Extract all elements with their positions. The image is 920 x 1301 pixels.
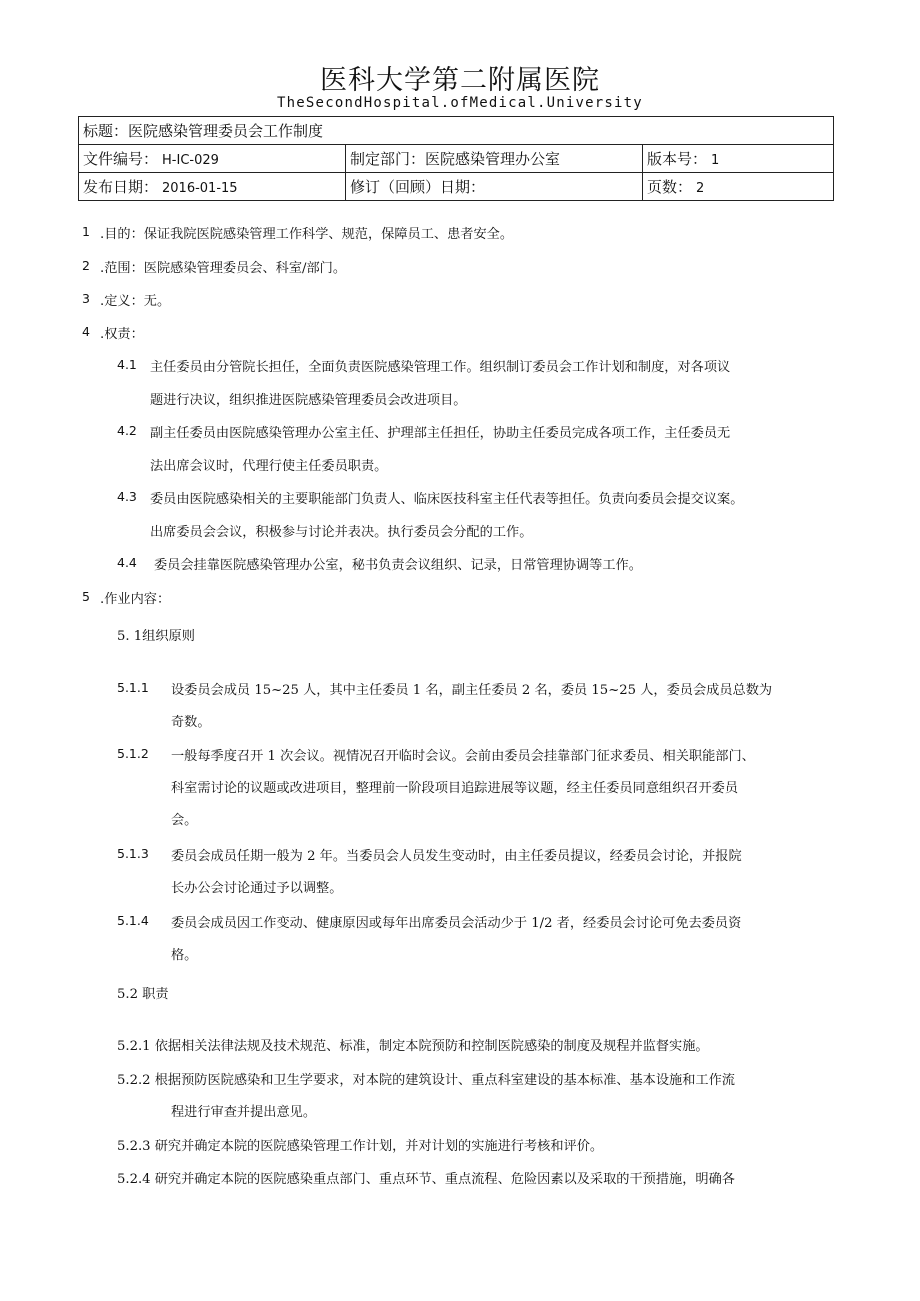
date-label: 发布日期： <box>83 178 159 196</box>
item-text: 题进行决议，组织推进医院感染管理委员会改进项目。 <box>150 393 467 408</box>
section-purpose: .目的：保证我院医院感染管理工作科学、规范，保障员工、患者安全。 <box>100 227 514 242</box>
header-dept-cell <box>346 145 643 173</box>
item-text: 主任委员由分管院长担任，全面负责医院感染管理工作。组织制订委员会工作计划和制度，对各项议 <box>150 360 731 375</box>
item-text: 5.2.2 根据预防医院感染和卫生学要求，对本院的建筑设计、重点科室建设的基本标准、基本设施和工作流 <box>117 1073 735 1088</box>
item-text: 委员会成员任期一般为 2 年。当委员会人员发生变动时，由主任委员提议，经委员会讨论，并报院 <box>171 849 742 864</box>
item-text: 长办公会讨论通过予以调整。 <box>171 881 343 896</box>
item-text: 出席委员会会议，积极参与讨论并表决。执行委员会分配的工作。 <box>150 525 533 540</box>
hospital-title-cn: 医科大学第二附属医院 <box>320 65 600 96</box>
item-text: 设委员会成员 15~25 人，其中主任委员 1 名，副主任委员 2 名，委员 15~25 人，委员会成员总数为 <box>171 683 773 698</box>
header-date-cell <box>79 173 346 201</box>
section-number: 3 <box>82 291 90 306</box>
subsection-heading: 5. 1组织原则 <box>117 629 195 644</box>
item-number: 5.1.1 <box>117 680 149 695</box>
version-label: 版本号： <box>647 150 708 168</box>
header-title-cell <box>79 117 834 145</box>
section-number: 2 <box>82 258 90 273</box>
item-text: 5.2.3 研究并确定本院的医院感染管理工作计划，并对计划的实施进行考核和评价。 <box>117 1139 604 1154</box>
docno-label: 文件编号： <box>83 150 159 168</box>
header-docno-cell <box>79 145 346 173</box>
section-number: 1 <box>82 224 90 239</box>
hospital-title-en: TheSecondHospital.ofMedical.University <box>277 95 643 111</box>
revision-label: 修订（回顾）日期： <box>350 178 486 196</box>
date-value: 2016-01-15 <box>162 181 238 196</box>
pages-value: 2 <box>696 181 705 196</box>
header-version-cell <box>643 145 834 173</box>
header-pages-cell <box>643 173 834 201</box>
item-text: 委员由医院感染相关的主要职能部门负责人、临床医技科室主任代表等担任。负责向委员会提交议案。 <box>150 492 744 507</box>
item-text: 委员会挂靠医院感染管理办公室，秘书负责会议组织、记录，日常管理协调等工作。 <box>154 558 642 573</box>
item-number: 4.1 <box>117 357 137 372</box>
item-number: 5.1.3 <box>117 846 149 861</box>
item-number: 4.4 <box>117 555 137 570</box>
item-text: 程进行审查并提出意见。 <box>171 1105 317 1120</box>
item-text: 委员会成员因工作变动、健康原因或每年出席委员会活动少于 1/2 者，经委员会讨论可免去委员资 <box>171 916 742 931</box>
header-title: 标题：医院感染管理委员会工作制度 <box>83 122 324 140</box>
item-number: 4.3 <box>117 489 137 504</box>
item-number: 5.1.4 <box>117 913 149 928</box>
pages-label: 页数： <box>647 178 693 196</box>
document-header-table <box>78 116 834 201</box>
item-text: 奇数。 <box>171 715 211 730</box>
header-revision-cell <box>346 173 643 201</box>
section-number: 5 <box>82 589 90 604</box>
section-scope: .范围：医院感染管理委员会、科室/部门。 <box>100 261 347 276</box>
section-number: 4 <box>82 324 90 339</box>
section-work-content: .作业内容： <box>100 592 171 607</box>
docno-value: H-IC-029 <box>162 153 219 168</box>
subsection-heading: 5.2 职责 <box>117 987 169 1002</box>
section-definition: .定义：无。 <box>100 294 171 309</box>
item-text: 会。 <box>171 813 198 828</box>
item-text: 副主任委员由医院感染管理办公室主任、护理部主任担任，协助主任委员完成各项工作，主任委员无 <box>150 426 731 441</box>
dept-label: 制定部门：医院感染管理办公室 <box>350 150 561 168</box>
item-text: 格。 <box>171 948 198 963</box>
item-text: 5.2.4 研究并确定本院的医院感染重点部门、重点环节、重点流程、危险因素以及采取的干预措施，明确各 <box>117 1172 735 1187</box>
item-text: 科室需讨论的议题或改进项目，整理前一阶段项目追踪进展等议题，经主任委员同意组织召开委员 <box>171 781 739 796</box>
item-number: 4.2 <box>117 423 137 438</box>
item-text: 法出席会议时，代理行使主任委员职责。 <box>150 459 388 474</box>
version-value: 1 <box>711 153 720 168</box>
item-text: 一般每季度召开 1 次会议。视情况召开临时会议。会前由委员会挂靠部门征求委员、相关职能部门、 <box>171 749 755 764</box>
item-number: 5.1.2 <box>117 746 149 761</box>
item-text: 5.2.1 依据相关法律法规及技术规范、标准，制定本院预防和控制医院感染的制度及规程并监督实施。 <box>117 1039 709 1054</box>
section-responsibility: .权责： <box>100 327 144 342</box>
